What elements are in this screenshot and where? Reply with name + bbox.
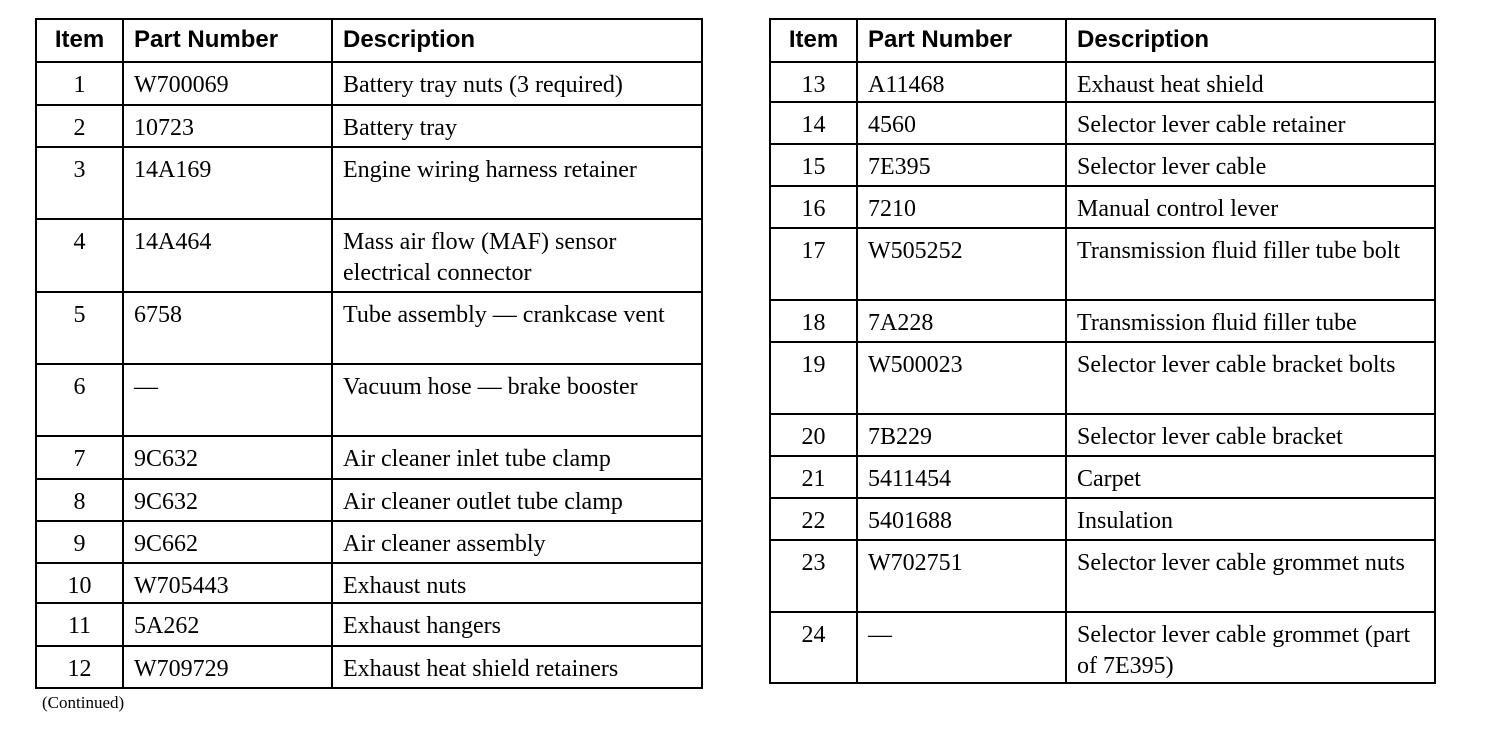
- table-row: [36, 62, 702, 105]
- part-number-cell: 9C632: [123, 436, 332, 479]
- item-cell: 22: [770, 498, 857, 540]
- item-cell: 18: [770, 300, 857, 342]
- description-cell: Exhaust heat shield: [1066, 62, 1435, 102]
- item-cell: 14: [770, 102, 857, 144]
- parts-table-left: [35, 18, 703, 689]
- item-cell: 7: [36, 436, 123, 479]
- item-cell: 12: [36, 646, 123, 688]
- item-cell: 16: [770, 186, 857, 228]
- table-row: [36, 105, 702, 147]
- item-cell: 24: [770, 612, 857, 683]
- table-row: [36, 646, 702, 688]
- item-cell: 3: [36, 147, 123, 219]
- table-row: [36, 219, 702, 292]
- header-description: Description: [1066, 19, 1435, 62]
- description-cell: Selector lever cable retainer: [1066, 102, 1435, 144]
- table-row: [770, 342, 1435, 414]
- table-row: [770, 186, 1435, 228]
- item-cell: 15: [770, 144, 857, 186]
- table-row: [770, 498, 1435, 540]
- description-cell: Battery tray nuts (3 required): [332, 62, 702, 105]
- part-number-cell: 9C632: [123, 479, 332, 521]
- description-cell: Vacuum hose — brake booster: [332, 364, 702, 436]
- header-description: Description: [332, 19, 702, 62]
- part-number-cell: 10723: [123, 105, 332, 147]
- item-cell: 13: [770, 62, 857, 102]
- description-cell: Air cleaner inlet tube clamp: [332, 436, 702, 479]
- table-row: [770, 62, 1435, 102]
- item-cell: 1: [36, 62, 123, 105]
- description-cell: Transmission fluid filler tube bolt: [1066, 228, 1435, 300]
- description-cell: Selector lever cable grommet nuts: [1066, 540, 1435, 612]
- part-number-cell: W709729: [123, 646, 332, 688]
- item-cell: 23: [770, 540, 857, 612]
- part-number-cell: 7A228: [857, 300, 1066, 342]
- item-cell: 5: [36, 292, 123, 364]
- item-cell: 6: [36, 364, 123, 436]
- header-item: Item: [36, 19, 123, 62]
- table-row: [770, 102, 1435, 144]
- table-row: [770, 144, 1435, 186]
- part-number-cell: 6758: [123, 292, 332, 364]
- table-row: [36, 603, 702, 646]
- part-number-cell: 9C662: [123, 521, 332, 563]
- part-number-cell: 5401688: [857, 498, 1066, 540]
- item-cell: 17: [770, 228, 857, 300]
- description-cell: Selector lever cable: [1066, 144, 1435, 186]
- description-cell: Exhaust heat shield retainers: [332, 646, 702, 688]
- header-part-number: Part Number: [123, 19, 332, 62]
- description-cell: Insulation: [1066, 498, 1435, 540]
- table-row: [770, 540, 1435, 612]
- description-cell: Selector lever cable bracket bolts: [1066, 342, 1435, 414]
- item-cell: 21: [770, 456, 857, 498]
- part-number-cell: 7210: [857, 186, 1066, 228]
- table-header-row: [36, 19, 702, 62]
- item-cell: 10: [36, 563, 123, 603]
- part-number-cell: 4560: [857, 102, 1066, 144]
- description-cell: Exhaust nuts: [332, 563, 702, 603]
- table-row: [36, 436, 702, 479]
- table-row: [36, 364, 702, 436]
- table-row: [770, 456, 1435, 498]
- description-cell: Exhaust hangers: [332, 603, 702, 646]
- description-cell: Tube assembly — crankcase vent: [332, 292, 702, 364]
- table-row: [770, 414, 1435, 456]
- item-cell: 19: [770, 342, 857, 414]
- item-cell: 2: [36, 105, 123, 147]
- header-item: Item: [770, 19, 857, 62]
- part-number-cell: W505252: [857, 228, 1066, 300]
- table-row: [36, 292, 702, 364]
- part-number-cell: W700069: [123, 62, 332, 105]
- description-cell: Mass air flow (MAF) sensor electrical connector: [332, 219, 702, 292]
- item-cell: 4: [36, 219, 123, 292]
- table-row: [36, 521, 702, 563]
- description-cell: Engine wiring harness retainer: [332, 147, 702, 219]
- description-cell: Manual control lever: [1066, 186, 1435, 228]
- description-cell: Air cleaner assembly: [332, 521, 702, 563]
- description-cell: Transmission fluid filler tube: [1066, 300, 1435, 342]
- part-number-cell: —: [123, 364, 332, 436]
- item-cell: 20: [770, 414, 857, 456]
- header-part-number: Part Number: [857, 19, 1066, 62]
- table-row: [36, 147, 702, 219]
- part-number-cell: 7E395: [857, 144, 1066, 186]
- table-row: [770, 228, 1435, 300]
- part-number-cell: A11468: [857, 62, 1066, 102]
- part-number-cell: 5A262: [123, 603, 332, 646]
- item-cell: 11: [36, 603, 123, 646]
- table-header-row: [770, 19, 1435, 62]
- continued-note: (Continued): [42, 693, 125, 712]
- part-number-cell: W702751: [857, 540, 1066, 612]
- part-number-cell: W500023: [857, 342, 1066, 414]
- part-number-cell: 14A169: [123, 147, 332, 219]
- description-cell: Carpet: [1066, 456, 1435, 498]
- description-cell: Selector lever cable grommet (part of 7E395): [1066, 612, 1435, 683]
- part-number-cell: W705443: [123, 563, 332, 603]
- item-cell: 8: [36, 479, 123, 521]
- description-cell: Selector lever cable bracket: [1066, 414, 1435, 456]
- table-row: [36, 563, 702, 603]
- table-row: [770, 300, 1435, 342]
- part-number-cell: 14A464: [123, 219, 332, 292]
- part-number-cell: —: [857, 612, 1066, 683]
- item-cell: 9: [36, 521, 123, 563]
- parts-table-right: [769, 18, 1436, 684]
- part-number-cell: 5411454: [857, 456, 1066, 498]
- part-number-cell: 7B229: [857, 414, 1066, 456]
- table-row: [36, 479, 702, 521]
- description-cell: Battery tray: [332, 105, 702, 147]
- description-cell: Air cleaner outlet tube clamp: [332, 479, 702, 521]
- table-row: [770, 612, 1435, 683]
